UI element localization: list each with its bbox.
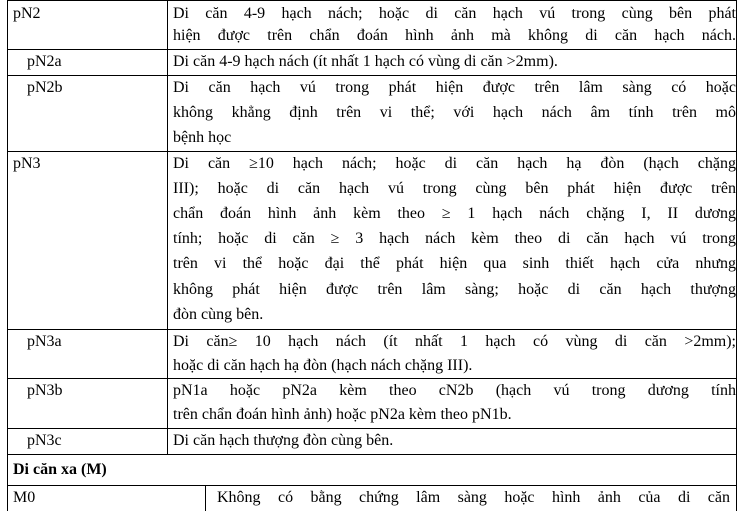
description-line: Di căn ≥10 hạch nách; hoặc di căn hạch hạ đòn (hạch chặng <box>173 155 736 172</box>
row-border <box>7 329 737 330</box>
row-border <box>7 49 737 50</box>
description-line: Di căn 4-9 hạch nách; hoặc di căn hạch vú trong cùng bên phát <box>173 5 736 22</box>
row-border <box>7 485 737 486</box>
description-line: hiện được trên chẩn đoán hình ảnh mà không di căn hạch nách. <box>173 27 736 44</box>
description-line: III); hoặc di căn hạch vú trong cùng bên phát hiện được trên <box>173 180 736 197</box>
description-line: không phát hiện được trên lâm sàng; hoặc di căn hạch thượng <box>173 281 736 298</box>
stage-cell: pN2 <box>13 5 41 22</box>
table-left-border <box>7 0 8 511</box>
stage-cell: pN2b <box>27 79 63 96</box>
description-line: không khẳng định trên vi thể; với hạch nách âm tính trên mô <box>173 104 736 121</box>
description-line: đòn cùng bên. <box>173 306 264 323</box>
row-border <box>7 0 737 1</box>
description-line: chẩn đoán hình ảnh kèm theo ≥ 1 hạch nách chặng I, II dương <box>173 205 736 222</box>
description-line: Không có bằng chứng lâm sàng hoặc hình ảnh của di căn <box>217 489 730 506</box>
table-right-border <box>736 0 737 511</box>
description-line: pN1a hoặc pN2a kèm theo cN2b (hạch vú trong dương tính <box>173 382 736 399</box>
description-line: tính; hoặc di căn ≥ 3 hạch nách kèm theo di căn hạch vú trong <box>173 230 736 247</box>
description-line: Di căn hạch vú trong phát hiện được trên lâm sàng có hoặc <box>173 79 736 96</box>
description-line: Di căn 4-9 hạch nách (ít nhất 1 hạch có vùng di căn >2mm). <box>173 53 558 70</box>
stage-cell: M0 <box>13 489 36 506</box>
row-border <box>7 454 737 455</box>
stage-cell: pN3b <box>27 382 63 399</box>
row-border <box>7 75 737 76</box>
description-line: Di căn hạch thượng đòn cùng bên. <box>173 432 394 449</box>
stage-cell: pN3c <box>27 432 62 449</box>
description-line: Di căn≥ 10 hạch nách (ít nhất 1 hạch có vùng di căn >2mm); <box>173 333 736 350</box>
stage-cell: pN2a <box>27 53 62 70</box>
stage-cell: pN3 <box>13 155 41 172</box>
description-line: trên chẩn đoán hình ảnh) hoặc pN2a kèm theo pN1b. <box>173 406 512 423</box>
row-border <box>7 378 737 379</box>
row-border <box>7 151 737 152</box>
column-divider <box>205 485 206 511</box>
stage-cell: pN3a <box>27 333 62 350</box>
description-line: hoặc di căn hạch hạ đòn (hạch nách chặng III). <box>173 357 473 374</box>
column-divider <box>167 0 168 454</box>
section-header: Di căn xa (M) <box>13 461 107 478</box>
description-line: trên vi thể hoặc đại thể phát hiện qua sinh thiết hạch cửa nhưng <box>173 255 736 272</box>
row-border <box>7 428 737 429</box>
description-line: bệnh học <box>173 129 232 146</box>
